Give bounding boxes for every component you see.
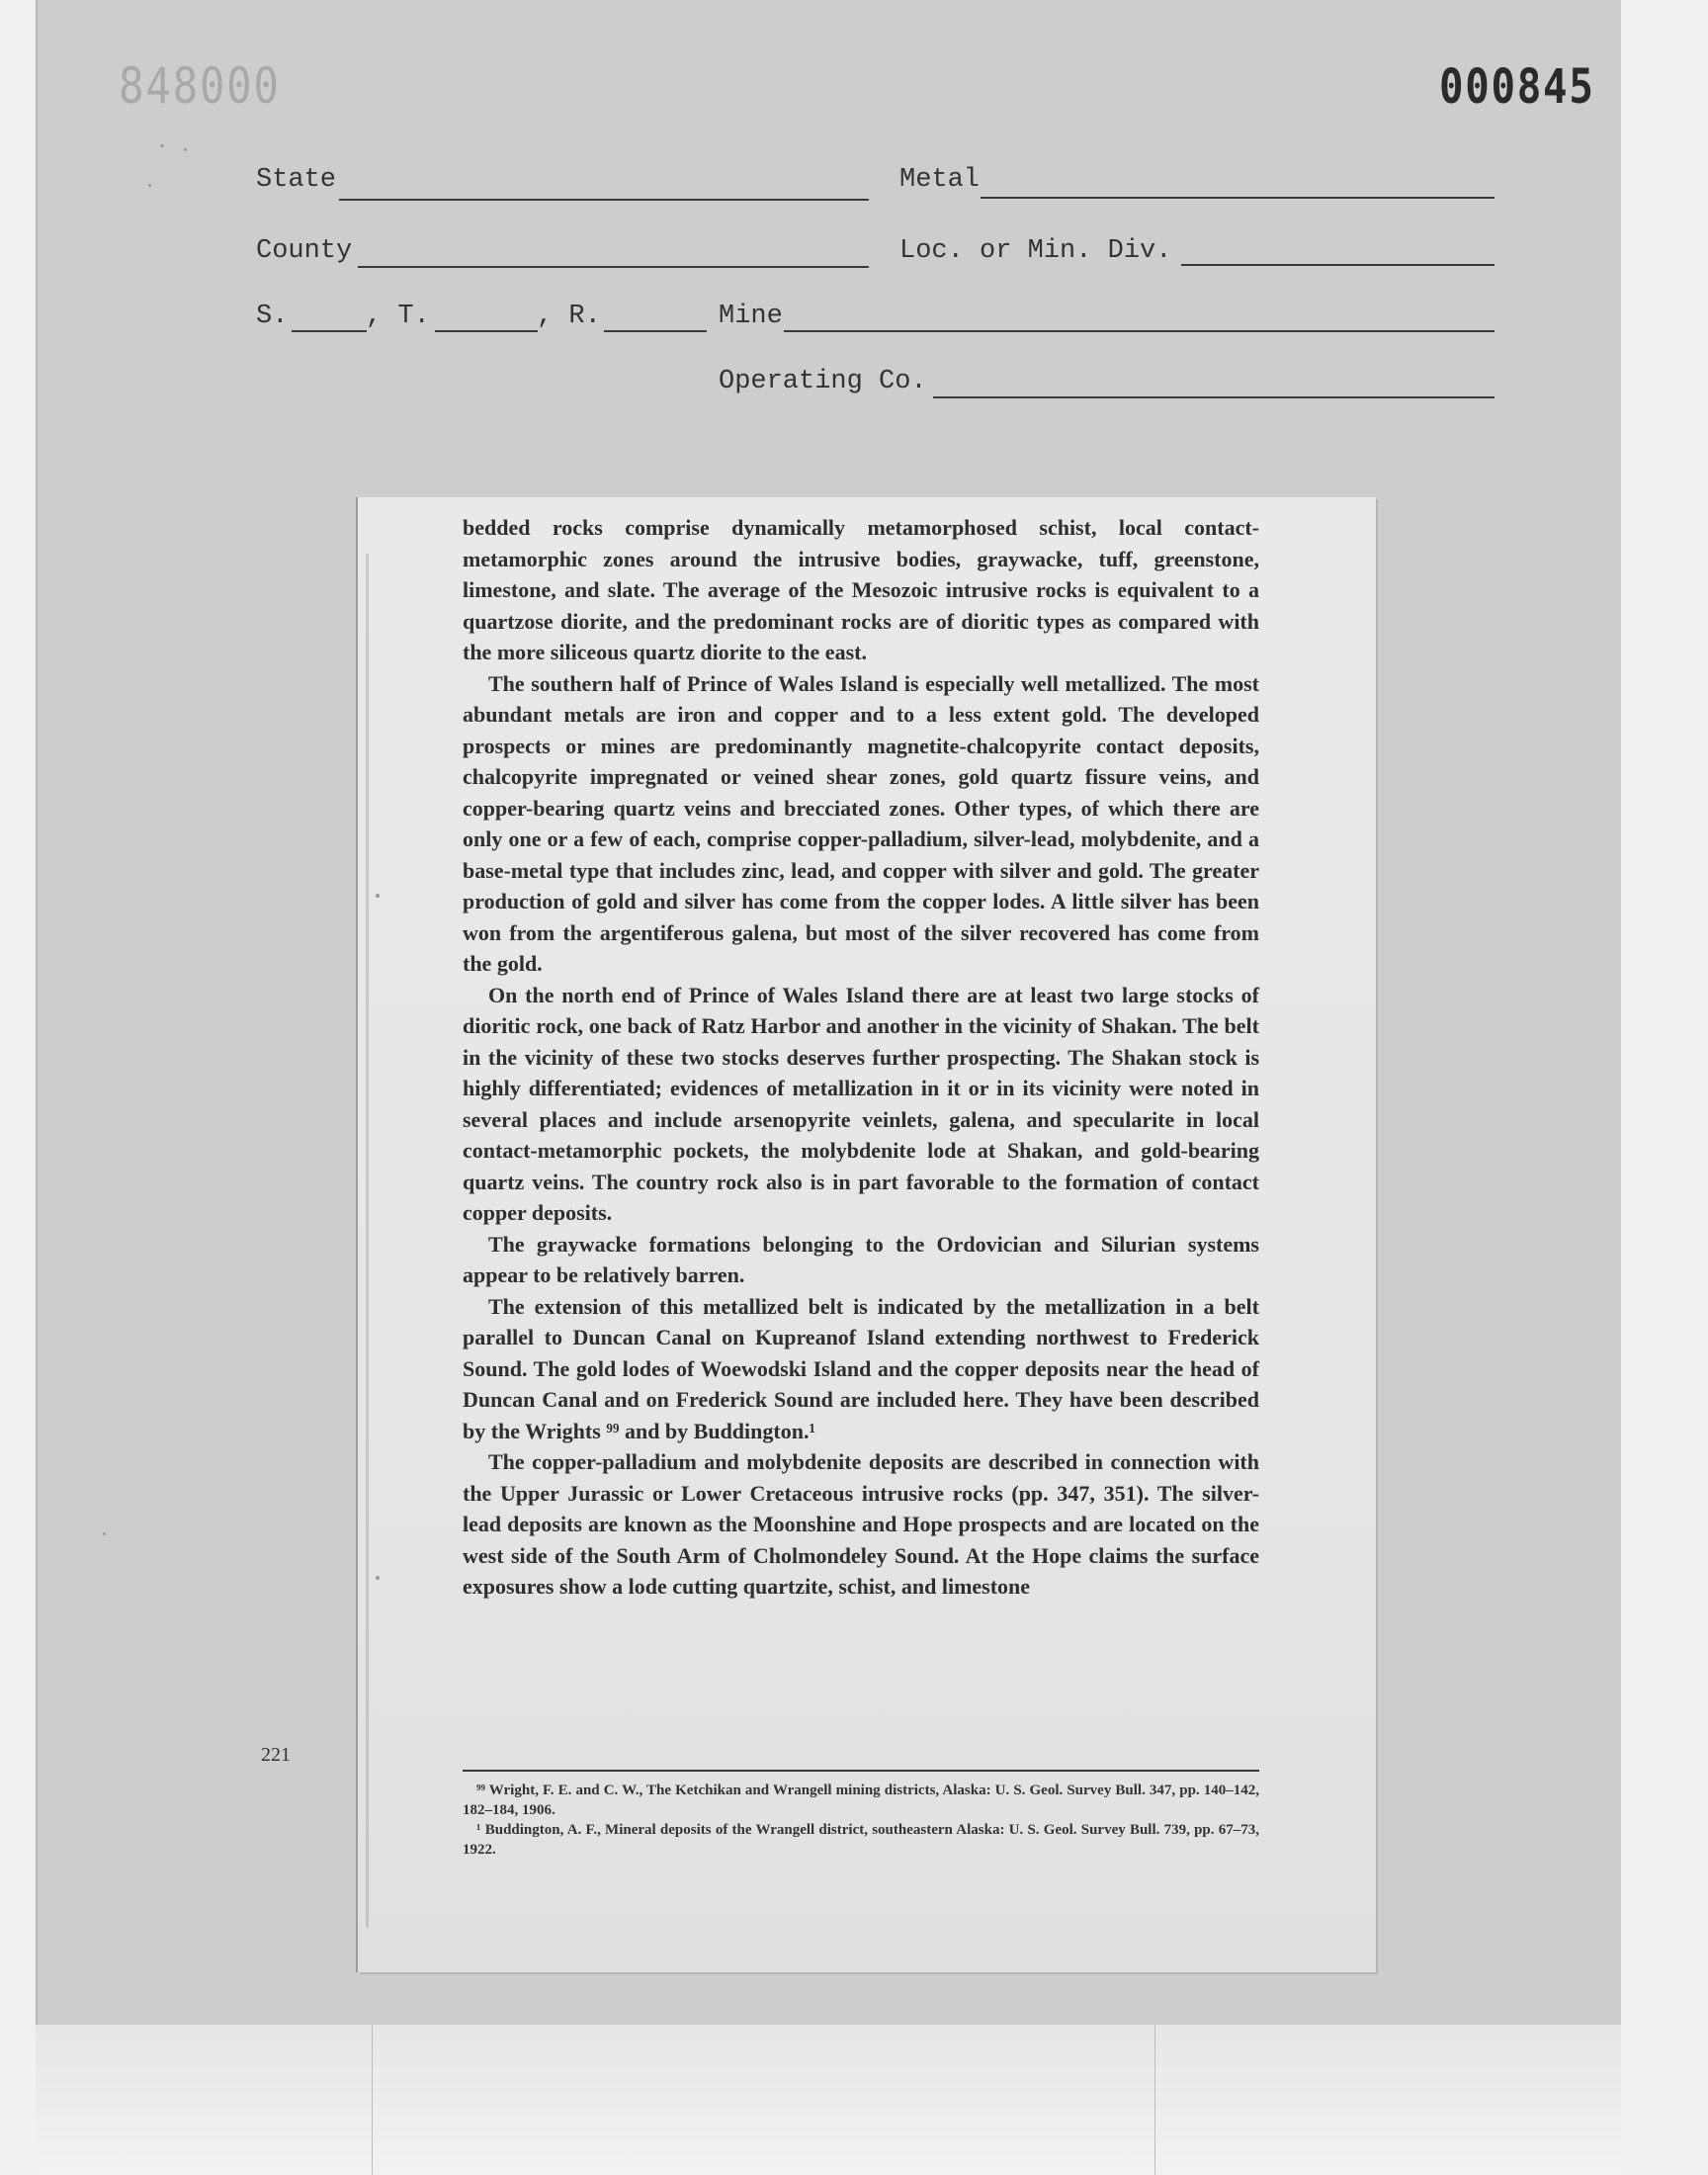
mine-label: Mine <box>719 302 783 331</box>
loc-field-line <box>1181 264 1494 266</box>
county-label: County <box>256 236 353 266</box>
paragraph: bedded rocks comprise dynamically metamorphosed schist, local contact-metamorphic zones around the intrusive bodies, graywacke, tuff, greenstone, limestone, and slate. The average of the Mesozoic intrusive rocks is equivalent to a quartzose diorite, and the predominant rocks are of dioritic types as compared with the more siliceous quartz diorite to the east. <box>463 515 1259 664</box>
paragraph: On the north end of Prince of Wales Island there are at least two large stocks of dioritic rock, one back of Ratz Harbor and another in the vicinity of Shakan. The belt in the vicinity of these two stocks deserves further prospecting. The Shakan stock is highly differentiated; evidences of metallization in it or in its vicinity were noted in several places and include arsenopyrite veinlets, galena, and specularite in local contact-metamorphic pockets, the molybdenite lode at Shakan, and gold-bearing quartz veins. The country rock also is in part favorable to the formation of contact copper deposits. <box>463 982 1259 1225</box>
township-label: , T. <box>366 302 430 331</box>
paragraph: The southern half of Prince of Wales Island is especially well metallized. The most abundant metals are iron and copper and to a less extent gold. The developed prospects or mines are predominantly magnetite-chalcopyrite contact deposits, chalcopyrite impregnated or veined shear zones, gold quartz fissure veins, and copper-bearing quartz veins and brecciated zones. Other types, of which there are only one or a few of each, comprise copper-palladium, silver-lead, molybdenite, and a base-metal type that includes zinc, lead, and copper with silver and gold. The greater production of gold and silver has come from the copper lodes. A little silver has been won from the argentiferous galena, but most of the silver recovered has come from the gold. <box>463 670 1259 976</box>
operating-co-label: Operating Co. <box>719 367 927 396</box>
body-text <box>463 512 1259 1603</box>
scan-speck <box>376 1576 380 1580</box>
state-label: State <box>256 165 337 195</box>
loc-label: Loc. or Min. Div. <box>899 236 1172 266</box>
faded-record-number: 848000 <box>119 57 281 115</box>
scan-speck <box>160 144 164 147</box>
state-field-line <box>339 199 869 201</box>
footnote: ¹ Buddington, A. F., Mineral deposits of the Wrangell district, southeastern Alaska: U. S. Geol. Survey Bull. 739, pp. 67–73, 1922. <box>463 1822 1259 1858</box>
section-field-line <box>292 330 367 332</box>
footnote-rule <box>463 1770 1259 1772</box>
range-field-line <box>604 330 707 332</box>
paragraph: The graywacke formations belonging to the Ordovician and Silurian systems appear to be relatively barren. <box>463 1231 1259 1287</box>
scan-speck <box>148 184 151 187</box>
scan-speck <box>103 1532 106 1535</box>
scan-artifact-line <box>372 2025 373 2175</box>
scan-artifact-line <box>1154 2025 1155 2175</box>
county-field-line <box>358 266 869 268</box>
scan-bottom-margin <box>36 2025 1621 2175</box>
metal-field-line <box>981 197 1494 199</box>
page-edge-shadow <box>366 554 369 1928</box>
record-number: 000845 <box>1439 59 1595 115</box>
footnote: ⁹⁹ Wright, F. E. and C. W., The Ketchikan and Wrangell mining districts, Alaska: U. S. Geol. Survey Bull. 347, pp. 140–142, 182–184, 1906. <box>463 1783 1259 1818</box>
range-label: , R. <box>537 302 601 331</box>
operating-co-field-line <box>933 396 1494 398</box>
scan-speck <box>184 148 187 151</box>
section-label: S. <box>256 302 289 331</box>
paragraph: The extension of this metallized belt is indicated by the metallization in a belt parallel to Duncan Canal on Kupreanof Island extending northwest to Frederick Sound. The gold lodes of Woewodski Island and the copper deposits near the head of Duncan Canal and on Frederick Sound are included here. They have been described by the Wrights ⁹⁹ and by Buddington.¹ <box>463 1293 1259 1443</box>
paragraph: The copper-palladium and molybdenite deposits are described in connection with the Upper Jurassic or Lower Cretaceous intrusive rocks (pp. 347, 351). The silver-lead deposits are known as the Moonshine and Hope prospects and are located on the west side of the South Arm of Cholmondeley Sound. At the Hope claims the surface exposures show a lode cutting quartzite, schist, and limestone <box>463 1449 1259 1599</box>
mine-field-line <box>784 330 1494 332</box>
page-number: 221 <box>261 1744 291 1766</box>
scan-speck <box>376 894 380 898</box>
footnotes <box>463 1781 1259 1860</box>
metal-label: Metal <box>899 165 981 195</box>
township-field-line <box>435 330 538 332</box>
